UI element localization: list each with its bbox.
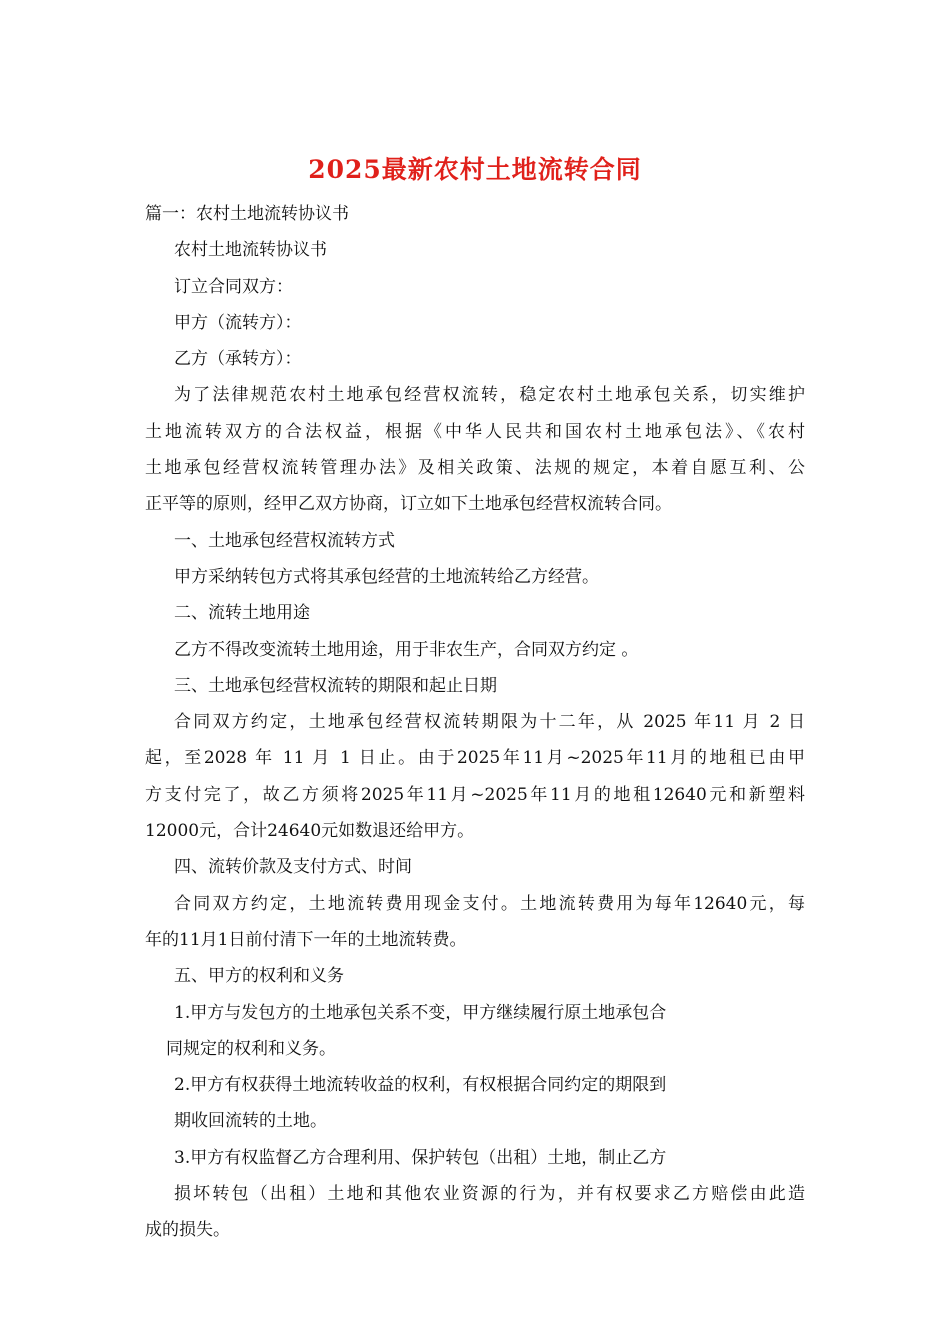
paragraph-line: 12000元，合计24640元如数退还给甲方。 (145, 821, 475, 842)
paragraph-line: 正平等的原则，经甲乙双方协商，订立如下土地承包经营权流转合同。 (145, 494, 672, 515)
paragraph-line: 乙方不得改变流转土地用途，用于非农生产，合同双方约定 。 (174, 639, 639, 660)
paragraph-line: 合同双方约定，土地承包经营权流转期限为十二年，从 2025 年11 月 2 日 (174, 712, 805, 733)
paragraph-line: 农村土地流转协议书 (174, 240, 327, 261)
clause-heading: 三、土地承包经营权流转的期限和起止日期 (174, 675, 497, 696)
paragraph-line: 同规定的权利和义务。 (166, 1038, 336, 1059)
paragraph-line: 为了法律规范农村土地承包经营权流转，稳定农村土地承包关系，切实维护 (174, 385, 805, 406)
numbered-item: 2.甲方有权获得土地流转收益的权利，有权根据合同约定的期限到 (174, 1075, 667, 1096)
paragraph-line: 订立合同双方： (174, 276, 293, 297)
clause-heading: 二、流转土地用途 (174, 603, 310, 624)
paragraph-line: 土地承包经营权流转管理办法》及相关政策、法规的规定，本着自愿互利、公 (145, 458, 805, 479)
document-body (145, 196, 805, 1249)
paragraph-line: 期收回流转的土地。 (174, 1111, 327, 1132)
paragraph-line: 乙方（承转方）： (174, 349, 302, 370)
numbered-item: 3.甲方有权监督乙方合理利用、保护转包（出租）土地，制止乙方 (174, 1147, 667, 1168)
paragraph-line: 损坏转包（出租）土地和其他农业资源的行为，并有权要求乙方赔偿由此造 (174, 1184, 805, 1205)
section-heading: 篇一：农村土地流转协议书 (145, 204, 349, 224)
paragraph-line: 起，至2028 年 11 月 1 日止。由于2025年11月~2025年11月的地租已由甲 (145, 748, 805, 769)
paragraph-line: 方支付完了，故乙方须将2025年11月~2025年11月的地租12640元和新塑料 (145, 784, 805, 805)
clause-heading: 五、甲方的权利和义务 (174, 966, 344, 987)
paragraph-line: 年的11月1日前付清下一年的土地流转费。 (145, 929, 467, 950)
paragraph-line: 合同双方约定，土地流转费用现金支付。土地流转费用为每年12640元，每 (174, 893, 805, 914)
paragraph-line: 甲方采纳转包方式将其承包经营的土地流转给乙方经营。 (174, 566, 599, 587)
clause-heading: 四、流转价款及支付方式、时间 (174, 857, 412, 878)
paragraph-line: 甲方（流转方）： (174, 312, 302, 333)
paragraph-line: 成的损失。 (145, 1220, 230, 1241)
document-title: 2025最新农村土地流转合同 (308, 155, 642, 184)
paragraph-line: 土地流转双方的合法权益，根据《中华人民共和国农村土地承包法》、《农村 (145, 421, 805, 442)
clause-heading: 一、土地承包经营权流转方式 (174, 530, 395, 551)
numbered-item: 1.甲方与发包方的土地承包关系不变，甲方继续履行原土地承包合 (174, 1002, 667, 1023)
